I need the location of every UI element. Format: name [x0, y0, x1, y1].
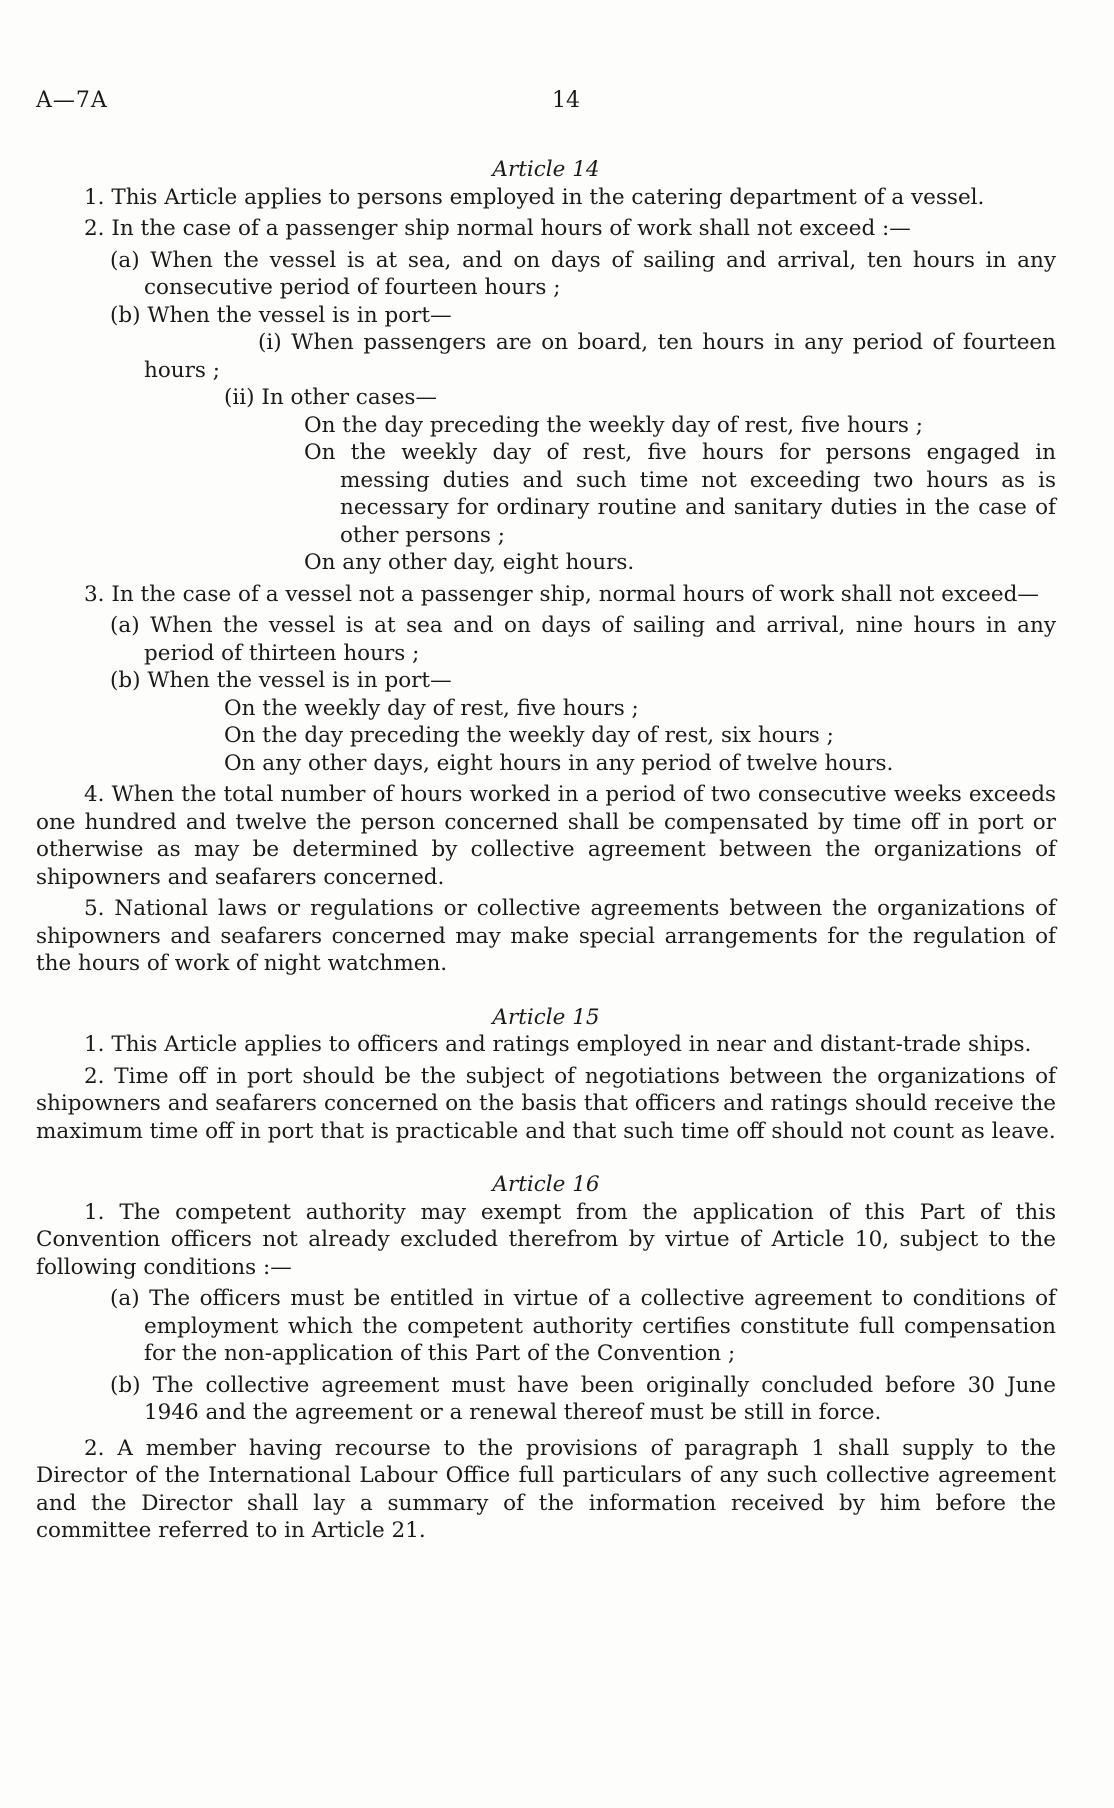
article-14-clause-2a: (a) When the vessel is at sea, and on days of sailing and arrival, ten hours in any consecutive period of fourteen hours ;: [110, 247, 1056, 300]
article-14-clause-3b-2: On the day preceding the weekly day of rest, six hours ;: [224, 723, 834, 748]
article-14-clause-3b-3: On any other days, eight hours in any period of twelve hours.: [224, 750, 894, 776]
article-14-paragraph-4: 4. When the total number of hours worked in a period of two consecutive weeks exceeds one hundred and twelve the person concerned shall be compensated by time off in port or otherwise as may be determined by collective agreement between the organizations of shipowners and seafarers concerned.: [36, 782, 1056, 890]
article-14-clause-2b: (b) When the vessel is in port—: [110, 302, 452, 328]
article-14-clause-2b-ii-2: On the weekly day of rest, five hours for persons engaged in messing duties and such time not exceeding two hours as is necessary for ordinary routine and sanitary duties in the case of other persons ;: [304, 440, 1056, 548]
running-head: [36, 88, 1056, 120]
article-14-clause-3b: (b) When the vessel is in port—: [110, 668, 452, 693]
article-14-paragraph-2: 2. In the case of a passenger ship normal hours of work shall not exceed :—: [84, 216, 911, 241]
document-body: [36, 156, 1056, 1545]
article-14-heading: Article 14: [492, 157, 600, 182]
article-14-clause-2b-i: (i) When passengers are on board, ten hours in any period of fourteen hours ;: [144, 330, 1056, 383]
article-14-clause-3a: (a) When the vessel is at sea and on days of sailing and arrival, nine hours in any period of thirteen hours ;: [110, 613, 1056, 666]
article-14-clause-2b-ii: (ii) In other cases—: [224, 385, 437, 410]
article-16-paragraph-2: 2. A member having recourse to the provisions of paragraph 1 shall supply to the Director of the International Labour Office full particulars of any such collective agreement and the Director shall lay a summary of the information received by him before the committee referred to in Article 21.: [36, 1435, 1056, 1543]
article-14-clause-3b-1: On the weekly day of rest, five hours ;: [224, 695, 639, 721]
article-16-paragraph-1: 1. The competent authority may exempt from the application of this Part of this Convention officers not already excluded therefrom by virtue of Article 10, subject to the following conditions :—: [36, 1199, 1056, 1280]
article-14-paragraph-5: 5. National laws or regulations or collective agreements between the organizations of shipowners and seafarers concerned may make special arrangements for the regulation of the hours of work of night watchmen.: [36, 896, 1056, 976]
article-16-clause-1b: (b) The collective agreement must have been originally concluded before 30 June 1946 and the agreement or a renewal thereof must be still in force.: [110, 1372, 1056, 1425]
article-15-paragraph-2: 2. Time off in port should be the subject of negotiations between the organizations of shipowners and seafarers concerned on the basis that officers and ratings should receive the maximum time off in port that is practicable and that such time off should not count as leave.: [36, 1063, 1056, 1144]
article-14-paragraph-3: 3. In the case of a vessel not a passenger ship, normal hours of work shall not exceed—: [84, 581, 1039, 607]
article-14-paragraph-1: 1. This Article applies to persons employed in the catering department of a vessel.: [84, 184, 985, 210]
page-number: 14: [552, 88, 580, 113]
document-reference: A—7A: [36, 88, 108, 113]
article-14-clause-2b-ii-3: On any other day, eight hours.: [304, 550, 635, 575]
article-15-heading: Article 15: [492, 1004, 600, 1030]
article-15-paragraph-1: 1. This Article applies to officers and ratings employed in near and distant-trade ships.: [84, 1032, 1032, 1057]
article-16-heading: Article 16: [492, 1172, 600, 1197]
article-14-clause-2b-ii-1: On the day preceding the weekly day of rest, five hours ;: [304, 412, 924, 438]
article-16-clause-1a: (a) The officers must be entitled in virtue of a collective agreement to conditions of employment which the competent authority certifies constitute full compensation for the non-application of this Part of the Convention ;: [110, 1286, 1056, 1366]
